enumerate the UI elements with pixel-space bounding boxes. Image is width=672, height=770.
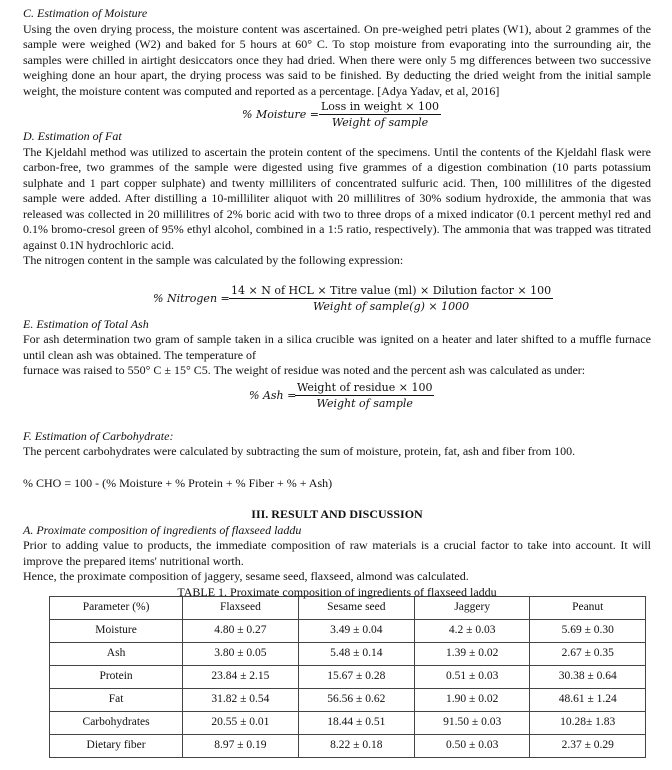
paragraph-ash-2: furnace was raised to 550° C ± 15° C5. The weight of residue was noted and the percent ash was calculated as under:: [23, 363, 586, 377]
table-cell: 2.37 ± 0.29: [530, 735, 646, 758]
table-cell: 5.69 ± 0.30: [530, 620, 646, 643]
equation-denominator: Weight of sample: [316, 396, 413, 410]
paragraph-moisture: Using the oven drying process, the moisture content was ascertained. On pre-weighed petri plates (W1), about 2 grammes of the sample were weighed (W2) and baked for 5 hours at 60° C. To stop moisture from evaporating into the surrounding air, the samples were chilled in airtight desiccators once they had dried. When there were only 5 mg differences between two successive weighing done an hour apart, the drying process was said to be finished. By deducting the dried weight from the initial sample weight, the moisture content was computed and reported as a percentage. [Adya Yadav, et al, 2016]: [23, 21, 651, 98]
paragraph-fat: The Kjeldahl method was utilized to ascertain the protein content of the specimens. Until the contents of the Kjeldahl flask were carbon-free, two grammes of the sample were digested using five grammes of a digestion combination (10 parts potassium sulphate and 1 part copper sulphate) and twenty milliliters of concentrated sulfuric acid. Then, 100 millilitres of the digested sample were added. After distilling a 10-milliliter aliquot with 20 millilitres of 30% sodium hydroxide, the ammonia that was released was collected in 20 millilitres of 2% boric acid with two to three drops of a mixed indicator (0.1 percent methyl red and 0.1% bromo-cresol green of 95% ethyl alcohol, combined in a 1:5 ratio, respectively). The ammonia that was trapped was titrated against 0.1N hydrochloric acid.: [23, 144, 651, 252]
paper-page: [23, 6, 651, 600]
paragraph-carbohydrate: The percent carbohydrates were calculated by subtracting the sum of moisture, protein, fat, ash and fiber from 100.: [23, 444, 576, 458]
table-header: Parameter (%): [50, 597, 183, 620]
table-cell: 15.67 ± 0.28: [298, 666, 414, 689]
table-cell: 20.55 ± 0.01: [183, 712, 299, 735]
table-cell: 0.51 ± 0.03: [414, 666, 530, 689]
table-cell: 4.80 ± 0.27: [183, 620, 299, 643]
table-cell: 56.56 ± 0.62: [298, 689, 414, 712]
table-row: [50, 666, 646, 689]
table-header-row: [50, 597, 646, 620]
equation-moisture: [23, 99, 651, 129]
table-row: [50, 643, 646, 666]
table-cell: 3.49 ± 0.04: [298, 620, 414, 643]
equation-fraction: [319, 99, 441, 131]
table-cell: 8.97 ± 0.19: [183, 735, 299, 758]
table-cell: 4.2 ± 0.03: [414, 620, 530, 643]
paragraph-nitrogen-intro: The nitrogen content in the sample was calculated by the following expression:: [23, 253, 404, 267]
section-heading-ash: E. Estimation of Total Ash: [23, 316, 149, 331]
table-cell: Fat: [50, 689, 183, 712]
table-row: [50, 735, 646, 758]
table-header: Peanut: [530, 597, 646, 620]
table-cell: Carbohydrates: [50, 712, 183, 735]
table-cell: Protein: [50, 666, 183, 689]
table-cell: 31.82 ± 0.54: [183, 689, 299, 712]
table-cell: 3.80 ± 0.05: [183, 643, 299, 666]
equation-nitrogen: [23, 269, 651, 317]
table-cell: 1.90 ± 0.02: [414, 689, 530, 712]
table-cell: 1.39 ± 0.02: [414, 643, 530, 666]
section-title-results: III. RESULT AND DISCUSSION: [251, 507, 423, 521]
paragraph-proximate: Prior to adding value to products, the immediate composition of raw materials is a crucial factor to take into account. It will improve the prepared items' nutritional worth.: [23, 538, 651, 568]
section-heading-fat: D. Estimation of Fat: [23, 129, 122, 143]
table-cell: 8.22 ± 0.18: [298, 735, 414, 758]
table-cell: 91.50 ± 0.03: [414, 712, 530, 735]
equation-fraction: [295, 380, 434, 412]
table-cell: 5.48 ± 0.14: [298, 643, 414, 666]
table-cell: 30.38 ± 0.64: [530, 666, 646, 689]
table-cell: 18.44 ± 0.51: [298, 712, 414, 735]
equation-denominator: Weight of sample: [331, 116, 429, 129]
table-header: Flaxseed: [183, 597, 299, 620]
equation-lhs: % Moisture =: [242, 108, 319, 121]
section-heading-carbohydrate: F. Estimation of Carbohydrate:: [23, 428, 174, 443]
equation-numerator: Loss in weight × 100: [321, 100, 440, 113]
paragraph-proximate-2: Hence, the proximate composition of jaggery, sesame seed, flaxseed, almond was calculated.: [23, 569, 469, 583]
table-cell: Dietary fiber: [50, 735, 183, 758]
table-cell: 23.84 ± 2.15: [183, 666, 299, 689]
proximate-composition-table: [49, 596, 646, 758]
equation-numerator: Weight of residue × 100: [297, 380, 433, 394]
equation-lhs: % Nitrogen =: [153, 291, 230, 305]
table-cell: 0.50 ± 0.03: [414, 735, 530, 758]
equation-lhs: % Ash =: [249, 388, 297, 402]
equation-ash: [23, 379, 651, 429]
equation-fraction: [229, 283, 553, 315]
table-row: [50, 712, 646, 735]
table-cell: Ash: [50, 643, 183, 666]
equation-numerator: 14 × N of HCL × Titre value (ml) × Dilution factor × 100: [231, 283, 552, 297]
table-row: [50, 620, 646, 643]
paragraph-ash: For ash determination two gram of sample taken in a silica crucible was ignited on a heater and later shifted to a muffle furnace until clean ash was obtained. The temperature of: [23, 332, 651, 362]
section-heading-moisture: C. Estimation of Moisture: [23, 6, 148, 20]
table-cell: Moisture: [50, 620, 183, 643]
formula-carbohydrate: % CHO = 100 - (% Moisture + % Protein + % Fiber + % + Ash): [23, 475, 333, 490]
table-cell: 2.67 ± 0.35: [530, 643, 646, 666]
table-cell: 10.28± 1.83: [530, 712, 646, 735]
table-cell: 48.61 ± 1.24: [530, 689, 646, 712]
table-header: Jaggery: [414, 597, 530, 620]
table-header: Sesame seed: [298, 597, 414, 620]
table-row: [50, 689, 646, 712]
section-heading-proximate: A. Proximate composition of ingredients of flaxseed laddu: [23, 522, 302, 537]
equation-denominator: Weight of sample(g) × 1000: [312, 299, 470, 313]
table-caption: TABLE 1. Proximate composition of ingredients of flaxseed laddu: [177, 584, 497, 599]
